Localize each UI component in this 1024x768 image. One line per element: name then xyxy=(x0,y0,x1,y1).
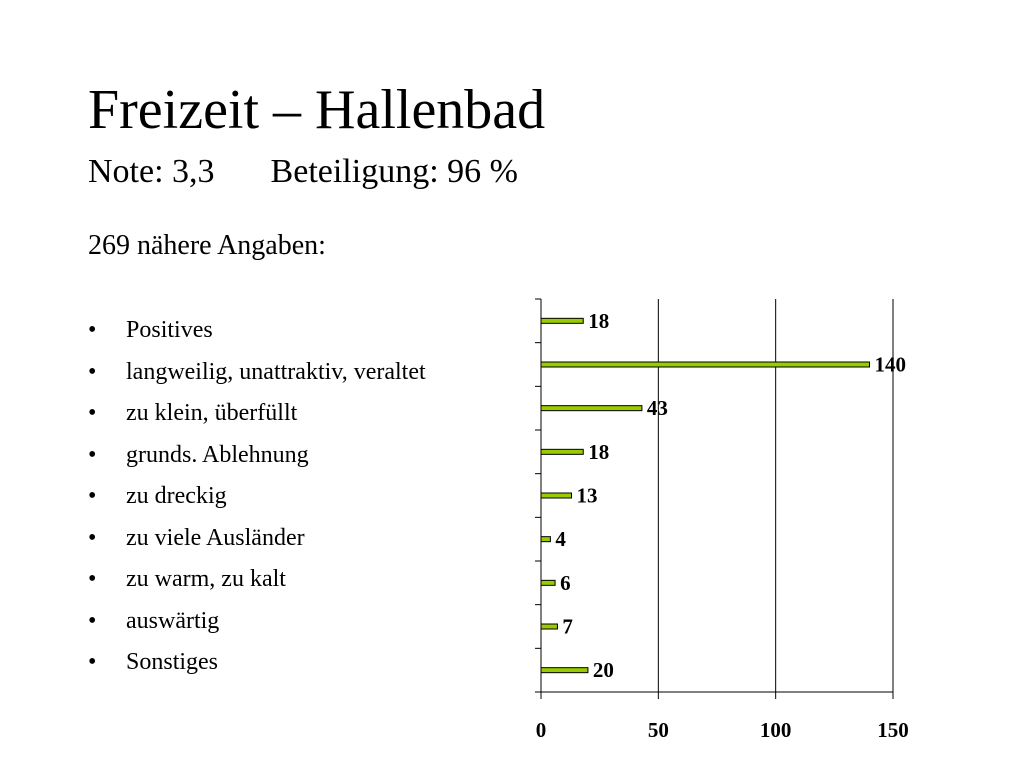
data-label: 13 xyxy=(576,483,598,508)
note-text: Note: 3,3 xyxy=(88,153,215,190)
bar xyxy=(541,318,583,323)
slide-title: Freizeit – Hallenbad xyxy=(88,79,546,141)
bar xyxy=(541,624,557,629)
list-item-label: langweilig, unattraktiv, veraltet xyxy=(126,358,426,385)
list-item-label: Sonstiges xyxy=(126,649,219,675)
data-label: 20 xyxy=(592,658,614,683)
bar xyxy=(541,493,572,498)
data-label: 18 xyxy=(588,439,610,464)
bullet-icon: • xyxy=(88,607,97,634)
list-item-label: zu dreckig xyxy=(126,483,227,509)
bar xyxy=(541,580,555,585)
bullet-icon: • xyxy=(88,358,97,385)
bar xyxy=(541,449,583,454)
list-item-label: Positives xyxy=(126,317,213,343)
bar xyxy=(541,668,588,673)
list-item xyxy=(88,435,426,477)
bullet-icon: • xyxy=(88,566,97,592)
list-item xyxy=(88,642,426,684)
category-list xyxy=(88,310,426,684)
list-item-label: grunds. Ablehnung xyxy=(126,441,309,468)
list-item-label: auswärtig xyxy=(126,607,220,634)
list-item xyxy=(88,476,426,518)
data-label: 7 xyxy=(562,614,573,639)
data-label: 140 xyxy=(874,352,907,377)
bar xyxy=(541,537,550,542)
data-label: 6 xyxy=(560,570,571,595)
list-item xyxy=(88,601,426,643)
x-tick-label: 50 xyxy=(647,718,669,742)
list-item xyxy=(88,518,426,560)
bar xyxy=(541,406,642,411)
list-item-label: zu warm, zu kalt xyxy=(126,566,286,592)
participation-text: Beteiligung: 96 % xyxy=(270,153,518,190)
data-label: 4 xyxy=(555,527,566,552)
bar xyxy=(541,362,870,367)
data-label: 18 xyxy=(588,308,610,333)
list-item-label: zu viele Ausländer xyxy=(126,524,305,551)
bullet-icon: • xyxy=(88,400,97,426)
bullet-icon: • xyxy=(88,317,97,343)
list-item xyxy=(88,352,426,394)
x-tick-label: 100 xyxy=(759,718,792,742)
list-item xyxy=(88,310,426,352)
bullet-icon: • xyxy=(88,441,97,468)
list-item-label: zu klein, überfüllt xyxy=(126,400,298,426)
bullet-icon: • xyxy=(88,649,97,675)
list-item xyxy=(88,559,426,601)
list-item xyxy=(88,393,426,435)
slide-subtitle xyxy=(88,150,518,194)
details-count-text: 269 nähere Angaben: xyxy=(88,230,326,261)
x-tick-label: 150 xyxy=(877,718,909,742)
data-label: 43 xyxy=(646,396,668,421)
bullet-icon: • xyxy=(88,483,97,509)
bullet-icon: • xyxy=(88,524,97,551)
x-tick-label: 0 xyxy=(535,718,547,742)
